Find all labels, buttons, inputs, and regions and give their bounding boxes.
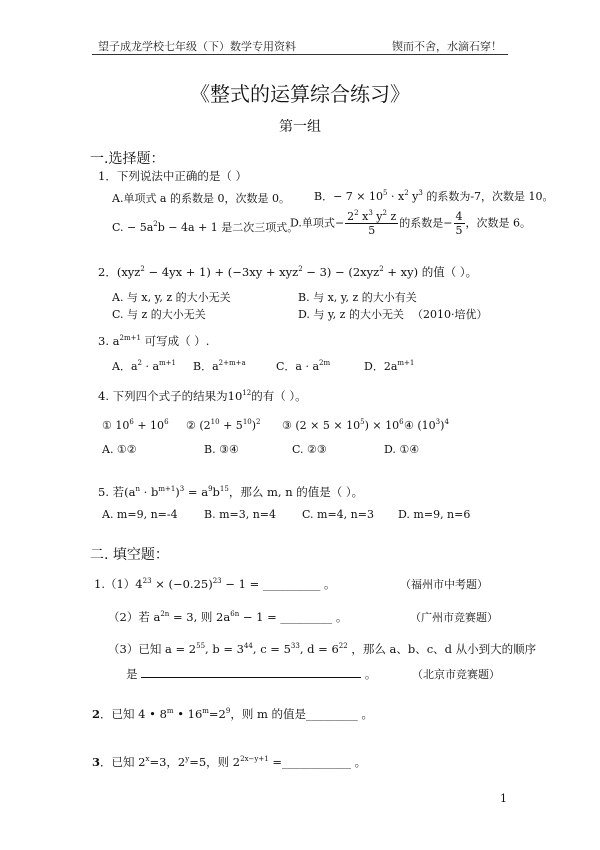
q1-option-b: B．− $7 \times 10^5 \cdot x^2$ $y^3$ 的系数为-7，次数是 10。	[314, 189, 554, 203]
q2-option-a: A. 与 x, y, z 的大小无关	[112, 291, 231, 304]
f2-stem: （2）若 $a^{2n} = 3$, 则 $2a^{6n} - 1$ = _________ 。	[108, 610, 348, 624]
q2-option-d: D. 与 y, z 的大小无关	[298, 308, 404, 321]
q2-source: （2010·培优）	[412, 308, 488, 321]
section-fill-title: 二. 填空题：	[90, 547, 169, 563]
f3-source: （北京市竞赛题）	[412, 668, 500, 681]
page-number: 1	[500, 792, 507, 805]
section-choice-title: 一.选择题：	[90, 151, 165, 167]
q4-item-2: ② $(2^{10} + 5^{10})^2$	[186, 418, 261, 432]
header-divider	[92, 54, 508, 55]
q5-option-c: C. m=4, n=3	[302, 508, 374, 521]
q4-item-3: ③ $(2 \times 5 \times 10^5) \times 10^6$	[282, 418, 404, 432]
f2-source: （广州市竞赛题）	[410, 611, 498, 624]
q2-option-c: C. 与 z 的大小无关	[112, 308, 206, 321]
f3-stem: （3）已知 $a = 2^{55}$, $b = 3^{44}$, $c = 5^{33}$, $d = 6^{22}$ ，那么 a、b、c、d 从小到大的顺序	[108, 642, 537, 656]
f3-answer-blank[interactable]	[141, 667, 251, 678]
q3-option-b: B．$a^{2+m+a}$	[193, 359, 246, 373]
q3-option-c: C．$a \cdot a^{2m}$	[276, 359, 331, 373]
page-subtitle: 第一组	[279, 119, 321, 135]
q1-stem: 1．下列说法中正确的是（ ）	[98, 169, 247, 183]
q2-stem: 2．(xyz$^2$ − 4yx + 1) + (−3xy + xyz$^2$ − 3) − (2xyz$^2$ + xy) 的值（ ）。	[98, 265, 478, 279]
q5-stem: 5. 若$(a^n \cdot b^{m+1})^3 = a^9b^{15}$，那么 m, n 的值是（ ）。	[98, 485, 364, 499]
q1-option-a: A.单项式 a 的系数是 0，次数是 0。	[112, 192, 290, 205]
q3-option-a: A．$a^2 \cdot a^{m+1}$	[112, 359, 177, 373]
q4-option-a: A. ①②	[102, 443, 137, 456]
q4-option-b: B. ③④	[204, 443, 239, 456]
f1-source: （福州市中考题）	[400, 578, 488, 591]
f4-stem: 2．已知 4 • 8$^m$ • $16^m=2^9$，则 m 的值是_________ 。	[92, 707, 373, 721]
q1-option-d: D.单项式− $\frac{2^2 x^3 y^2 z}{5}$ 的系数是− $\frac{4}{5}$ ，次数是 6。	[290, 209, 531, 237]
f1-stem: $1.(1)4^{23} \times (-0.25)^{23} - 1$ = __________ 。	[94, 577, 336, 591]
q5-option-d: D. m=9, n=6	[398, 508, 471, 521]
q4-item-1: ① $10^6 + 10^6$	[102, 418, 169, 432]
q4-option-c: C. ②③	[292, 443, 327, 456]
q4-stem: 4. 下列四个式子的结果为$10^{12}$的有（ ）。	[98, 389, 307, 403]
q4-item-4: ④ $(10^3)^4$	[404, 418, 449, 432]
q2-option-b: B. 与 x, y, z 的大小有关	[298, 291, 417, 304]
q5-option-b: B. m=3, n=4	[204, 508, 277, 521]
q3-option-d: D．$2a^{m+1}$	[364, 359, 415, 373]
f5-stem: 3．已知 $2^x=3$，$2^y=5$，则 $2^{2x-y+1}$ =____________ 。	[92, 755, 367, 769]
q3-stem: 3. $a^{2m+1}$ 可写成（ ）.	[98, 334, 210, 348]
header-right: 锲而不舍，水滴石穿！	[392, 40, 502, 53]
q4-option-d: D. ①④	[384, 443, 420, 456]
q5-option-a: A. m=9, n=-4	[102, 508, 178, 521]
f3-answer-line: 是 。	[126, 667, 377, 681]
header-left: 望子成龙学校七年级（下）数学专用资料	[98, 40, 296, 53]
q1-option-c: C. − $5a^2b - 4a + 1$ 是二次三项式。	[112, 220, 299, 234]
page-title: 《整式的运算综合练习》	[190, 82, 410, 106]
